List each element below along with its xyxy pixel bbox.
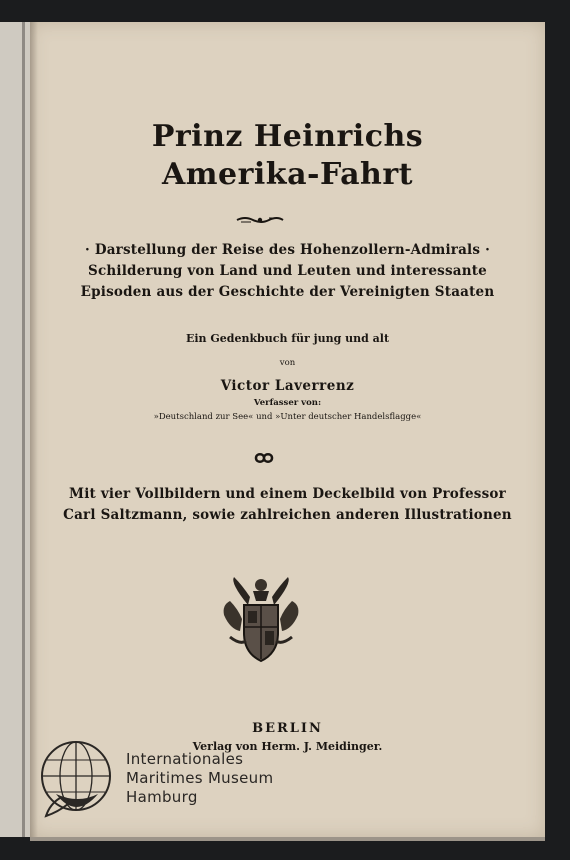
knot-ornament-icon xyxy=(252,450,276,466)
coat-of-arms-icon xyxy=(220,575,302,663)
description-line-3: Episoden aus der Geschichte der Vereinigten Staaten xyxy=(80,284,495,300)
author-name: Victor Laverrenz xyxy=(220,378,355,394)
illustrations-line-2: Carl Saltzmann, sowie zahlreichen anderen Illustrationen xyxy=(63,507,512,523)
book-title xyxy=(30,118,545,194)
title-page xyxy=(30,22,545,837)
description-line-1: · Darstellung der Reise des Hohenzollern-Admirals · xyxy=(85,242,490,258)
library-stamp-line-1: Internationales xyxy=(126,750,244,768)
imprint-place: BERLIN xyxy=(252,721,323,736)
book-title-line-2: Amerika-Fahrt xyxy=(161,157,414,192)
illustrations-block xyxy=(30,484,545,526)
page-bottom-edge xyxy=(30,837,545,841)
by-label: von xyxy=(279,358,296,368)
museum-ship-globe-logo xyxy=(38,738,118,820)
ornamental-divider-icon xyxy=(235,215,285,225)
library-stamp xyxy=(126,750,273,807)
subtitle: Ein Gedenkbuch für jung und alt xyxy=(185,332,390,345)
adjacent-page-edge xyxy=(0,22,30,837)
library-stamp-line-3: Hamburg xyxy=(126,788,198,806)
author-works: »Deutschland zur See« und »Unter deutscher Handelsflagge« xyxy=(153,412,422,422)
library-stamp-line-2: Maritimes Museum xyxy=(126,769,274,787)
author-credit-label: Verfasser von: xyxy=(253,398,322,408)
description-line-2: Schilderung von Land und Leuten und interessante xyxy=(88,263,487,279)
description-block xyxy=(30,240,545,303)
illustrations-line-1: Mit vier Vollbildern und einem Deckelbild von Professor xyxy=(69,486,506,502)
imprint-publisher: Verlag von Herm. J. Meidinger. xyxy=(192,740,383,753)
book-title-line-1: Prinz Heinrichs xyxy=(151,119,424,154)
